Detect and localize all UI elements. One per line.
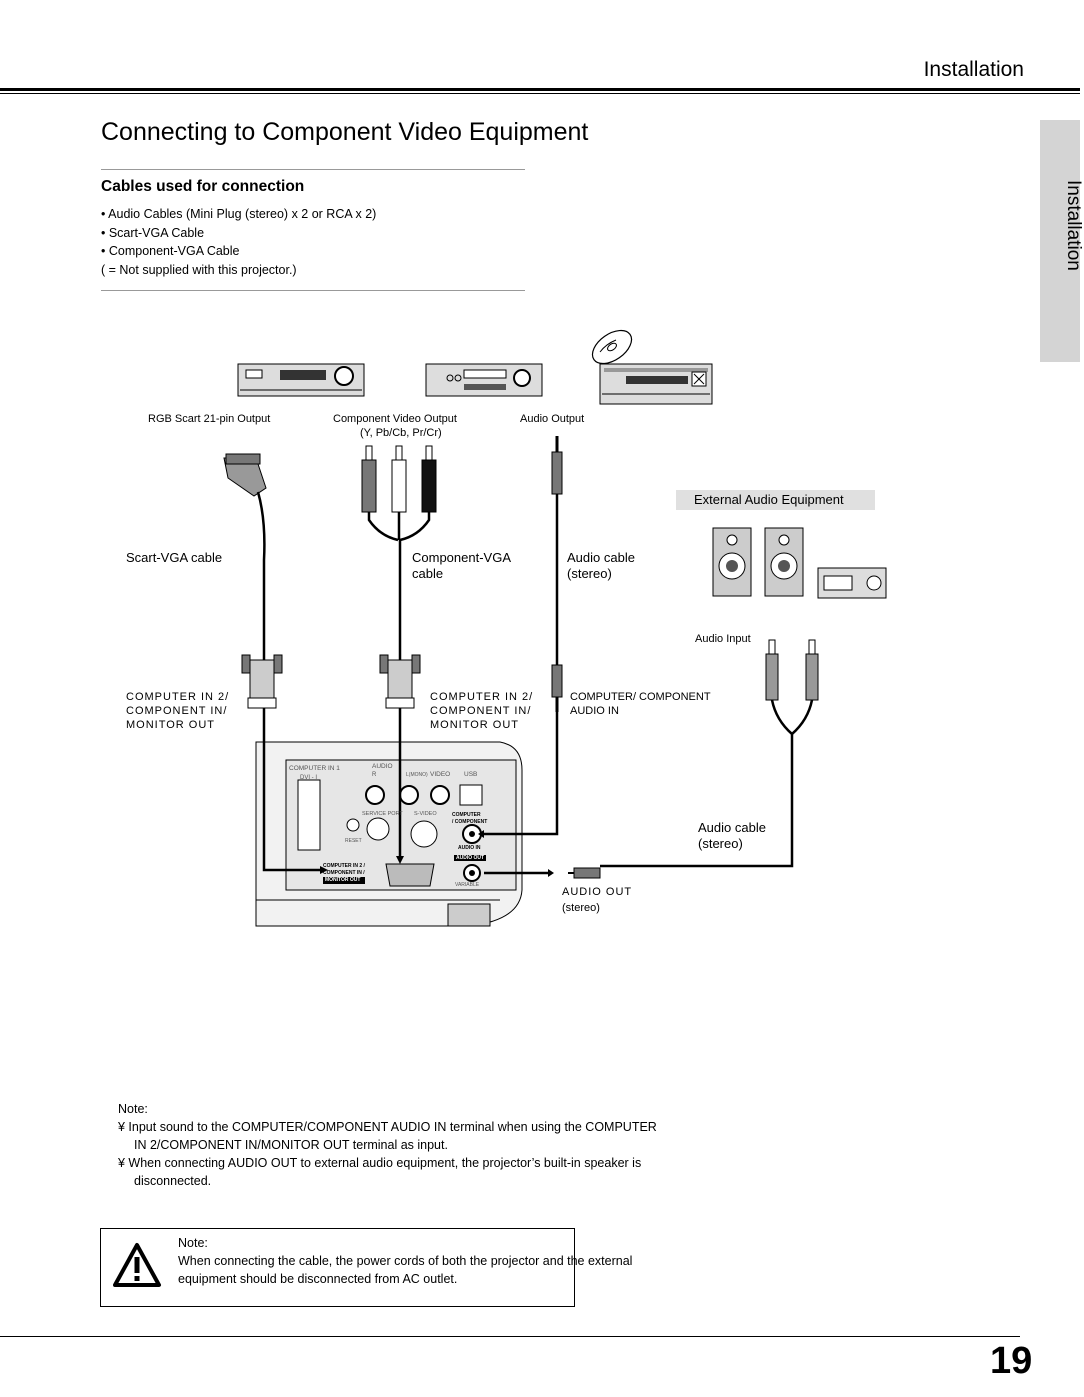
panel-r-label: R xyxy=(372,772,377,778)
component-video-output-label: Component Video Output xyxy=(333,413,457,425)
side-tab-label: Installation xyxy=(1063,180,1084,271)
panel-audio-in-label: AUDIO IN xyxy=(458,845,481,851)
page-title: Connecting to Component Video Equipment xyxy=(101,118,589,146)
panel-l-mono-label: L(MONO) xyxy=(406,772,428,778)
audio-out-stereo-label: (stereo) xyxy=(562,902,600,914)
warning-text: When connecting the cable, the power cords of both the projector and the external equipment should be disconnected from AC outlet. xyxy=(178,1254,633,1286)
audio-input-rca-icon xyxy=(766,640,818,700)
panel-video-label: VIDEO xyxy=(430,771,451,778)
panel-computer-component-label: COMPUTER / COMPONENT xyxy=(452,812,488,825)
note-item: ¥ Input sound to the COMPUTER/COMPONENT AUDIO IN terminal when using the COMPUTER IN 2/COMPONENT IN/MONITOR OUT terminal as input. xyxy=(118,1120,657,1152)
notes-list xyxy=(118,1118,663,1190)
panel-audio-out-label: AUDIO OUT xyxy=(456,855,485,861)
audio-player-device-icon xyxy=(600,364,712,404)
computer-component-audio-in-label: COMPUTER/ COMPONENT AUDIO IN xyxy=(570,691,711,717)
cable-item: • Component-VGA Cable xyxy=(101,244,240,258)
notes-heading: Note: xyxy=(118,1102,148,1116)
audio-out-label: AUDIO OUT xyxy=(562,886,633,898)
cable-list xyxy=(101,205,376,279)
cable-item: • Audio Cables (Mini Plug (stereo) x 2 or RCA x 2) xyxy=(101,207,377,221)
panel-computer-in-1-label: COMPUTER IN 1 xyxy=(289,765,340,772)
audio-output-label: Audio Output xyxy=(520,413,585,425)
section-label: Installation xyxy=(923,58,1024,81)
speaker-left-icon xyxy=(713,528,751,596)
rca-plugs-icon xyxy=(362,446,436,512)
cable-item: • Scart-VGA Cable xyxy=(101,225,205,240)
dvd-player-device-icon xyxy=(426,364,542,396)
mini-plug-icon xyxy=(552,436,562,494)
panel-computer-in-2-label: COMPUTER IN 2 / COMPONENT IN / MONITOR OUT xyxy=(323,863,365,883)
panel-service-port-label: SERVICE PORT xyxy=(362,811,403,817)
audio-cable-stereo-2-label: Audio cable (stereo) xyxy=(698,820,766,851)
page-number: 19 xyxy=(990,1340,1033,1382)
panel-dvi-label: DVI - I xyxy=(300,775,318,781)
vcr-device-icon xyxy=(238,364,364,396)
component-video-output-sub-label: (Y, Pb/Cb, Pr/Cr) xyxy=(360,427,442,439)
vga-connector-left-icon xyxy=(242,655,282,708)
cables-heading: Cables used for connection xyxy=(101,178,305,195)
warning-label: Note: xyxy=(178,1236,208,1250)
cable-footnote: ( = Not supplied with this projector.) xyxy=(101,262,297,277)
audio-cable-stereo-label: Audio cable (stereo) xyxy=(567,550,635,581)
panel-audio-label: AUDIO xyxy=(372,763,393,770)
speaker-right-icon xyxy=(765,528,803,596)
computer-in-2-left-label: COMPUTER IN 2/ COMPONENT IN/ MONITOR OUT xyxy=(126,691,230,731)
panel-usb-label: USB xyxy=(464,771,478,778)
panel-variable-label: VARIABLE xyxy=(455,882,480,888)
panel-s-video-label: S-VIDEO xyxy=(414,811,437,817)
rgb-scart-output-label: RGB Scart 21-pin Output xyxy=(148,413,271,425)
footer-rule xyxy=(0,1336,1020,1337)
external-audio-equipment-label: External Audio Equipment xyxy=(694,492,844,507)
component-vga-cable-label: Component-VGA cable xyxy=(412,550,511,581)
vga-connector-right-icon xyxy=(380,655,420,708)
amplifier-icon xyxy=(818,568,886,598)
header-rule-thin xyxy=(0,93,1080,94)
scart-vga-cable-label: Scart-VGA cable xyxy=(126,550,223,565)
panel-reset-label: RESET xyxy=(345,838,362,844)
note-item: ¥ When connecting AUDIO OUT to external audio equipment, the projector’s built-in speaker is disconnected. xyxy=(118,1156,642,1188)
header-rule xyxy=(0,88,1080,91)
cables-box-top-rule xyxy=(101,169,525,170)
warning-triangle-icon xyxy=(112,1242,162,1288)
disc-icon xyxy=(587,324,638,371)
audio-input-label: Audio Input xyxy=(695,633,751,645)
computer-in-2-right-label: COMPUTER IN 2/ COMPONENT IN/ MONITOR OUT xyxy=(430,691,534,731)
mini-plug-lower-icon xyxy=(552,665,562,712)
cables-box-bottom-rule xyxy=(101,290,525,291)
scart-plug-icon xyxy=(224,454,266,496)
